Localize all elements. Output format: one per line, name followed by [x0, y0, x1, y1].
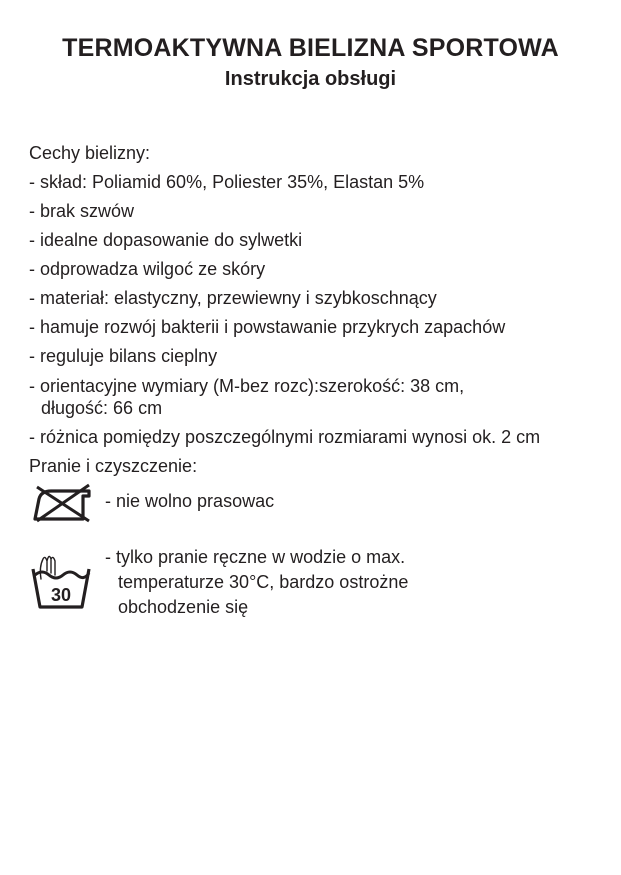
no-iron-text: - nie wolno prasowac [105, 491, 275, 511]
hand-wash-line-2: temperaturze 30°C, bardzo ostrożne [118, 572, 409, 592]
care-hand-wash [29, 545, 589, 625]
hand-wash-line-3: obchodzenie się [118, 597, 249, 617]
hand-wash-30-icon [29, 551, 95, 616]
dimensions-line-1: - orientacyjne wymiary (M-bez rozc):szerokość: 38 cm, [29, 376, 465, 396]
care-heading: Pranie i czyszczenie: [29, 456, 198, 476]
document-subtitle: Instrukcja obsługi [224, 68, 397, 90]
features-section [29, 139, 609, 481]
feature-item: - odprowadza wilgoć ze skóry [29, 259, 266, 279]
care-no-iron [29, 483, 589, 533]
wash-temperature-label: 30 [50, 585, 72, 605]
feature-item: - hamuje rozwój bakterii i powstawanie przykrych zapachów [29, 317, 506, 337]
feature-item: - brak szwów [29, 201, 135, 221]
features-heading: Cechy bielizny: [29, 143, 151, 163]
size-difference-item: - różnica pomiędzy poszczególnymi rozmiarami wynosi ok. 2 cm [29, 427, 541, 447]
hand-wash-line-1: - tylko pranie ręczne w wodzie o max. [105, 547, 406, 567]
feature-item: - materiał: elastyczny, przewiewny i szybkoschnący [29, 288, 437, 308]
dimensions-line-2: długość: 66 cm [41, 398, 163, 418]
hand-wash-text [105, 545, 408, 620]
feature-item: - skład: Poliamid 60%, Poliester 35%, Elastan 5% [29, 172, 425, 192]
feature-item: - reguluje bilans cieplny [29, 346, 218, 366]
dimensions-item [29, 375, 609, 419]
document-title: TERMOAKTYWNA BIELIZNA SPORTOWA [62, 34, 559, 62]
no-iron-icon [29, 483, 95, 528]
feature-item: - idealne dopasowanie do sylwetki [29, 230, 303, 250]
